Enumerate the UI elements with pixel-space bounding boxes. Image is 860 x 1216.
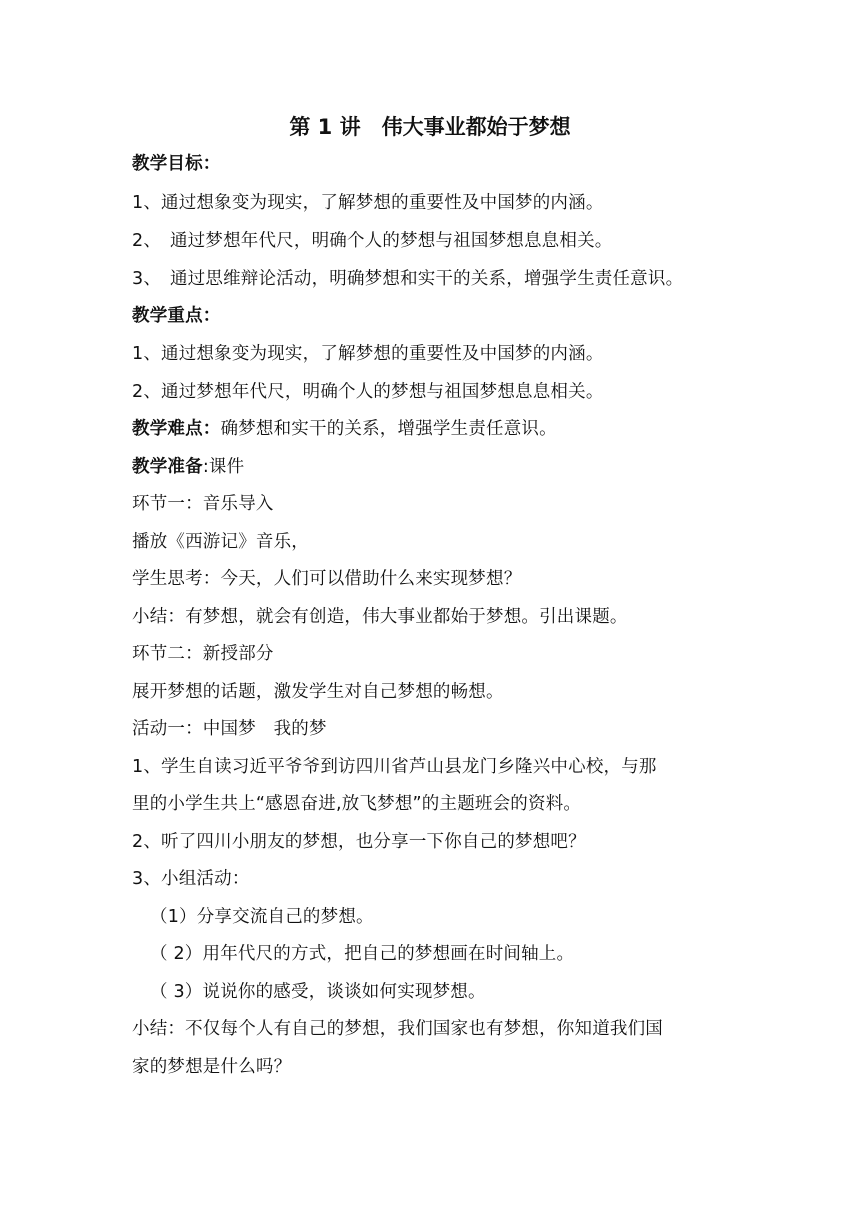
summary-line-2: 家的梦想是什么吗？	[132, 1057, 292, 1077]
preparation-text: :课件	[202, 457, 245, 477]
goal-item-2: 2、 通过梦想年代尺，明确个人的梦想与祖国梦想息息相关。	[132, 231, 613, 251]
body-line-2: 播放《西游记》音乐，	[132, 532, 309, 552]
body-line-11: 3、小组活动：	[132, 869, 250, 889]
body-line-4: 小结：有梦想，就会有创造，伟大事业都始于梦想。引出课题。	[132, 607, 628, 627]
body-line-1: 环节一：音乐导入	[132, 494, 274, 514]
goals-heading: 教学目标：	[132, 154, 221, 174]
body-line-10: 2、听了四川小朋友的梦想，也分享一下你自己的梦想吧？	[132, 832, 586, 852]
sub-item-1: （1）分享交流自己的梦想。	[150, 907, 374, 927]
body-line-9: 里的小学生共上“感恩奋进,放飞梦想”的主题班会的资料。	[132, 794, 582, 814]
key-points-heading: 教学重点：	[132, 306, 221, 326]
body-line-8: 1、学生自读习近平爷爷到访四川省芦山县龙门乡隆兴中心校，与那	[132, 757, 657, 777]
key-point-item-1: 1、通过想象变为现实，了解梦想的重要性及中国梦的内涵。	[132, 344, 604, 364]
difficulty-line	[132, 417, 732, 441]
body-line-7: 活动一：中国梦 我的梦	[132, 719, 327, 739]
body-line-5: 环节二：新授部分	[132, 644, 274, 664]
sub-item-3: （ 3）说说你的感受，谈谈如何实现梦想。	[150, 982, 486, 1002]
preparation-line	[132, 455, 732, 479]
key-point-item-2: 2、通过梦想年代尺，明确个人的梦想与祖国梦想息息相关。	[132, 382, 604, 402]
body-line-3: 学生思考：今天，人们可以借助什么来实现梦想？	[132, 569, 522, 589]
difficulty-label: 教学难点：	[132, 419, 221, 439]
difficulty-text: 确梦想和实干的关系，增强学生责任意识。	[220, 419, 557, 439]
sub-item-2: （ 2）用年代尺的方式，把自己的梦想画在时间轴上。	[150, 944, 575, 964]
goal-item-3: 3、 通过思维辩论活动，明确梦想和实干的关系，增强学生责任意识。	[132, 269, 684, 289]
body-line-6: 展开梦想的话题，激发学生对自己梦想的畅想。	[132, 682, 504, 702]
document-title: 第 1 讲 伟大事业都始于梦想	[289, 115, 571, 139]
summary-line-1: 小结：不仅每个人有自己的梦想，我们国家也有梦想，你知道我们国	[132, 1019, 663, 1039]
preparation-label: 教学准备	[132, 457, 203, 477]
goal-item-1: 1、通过想象变为现实，了解梦想的重要性及中国梦的内涵。	[132, 193, 604, 213]
